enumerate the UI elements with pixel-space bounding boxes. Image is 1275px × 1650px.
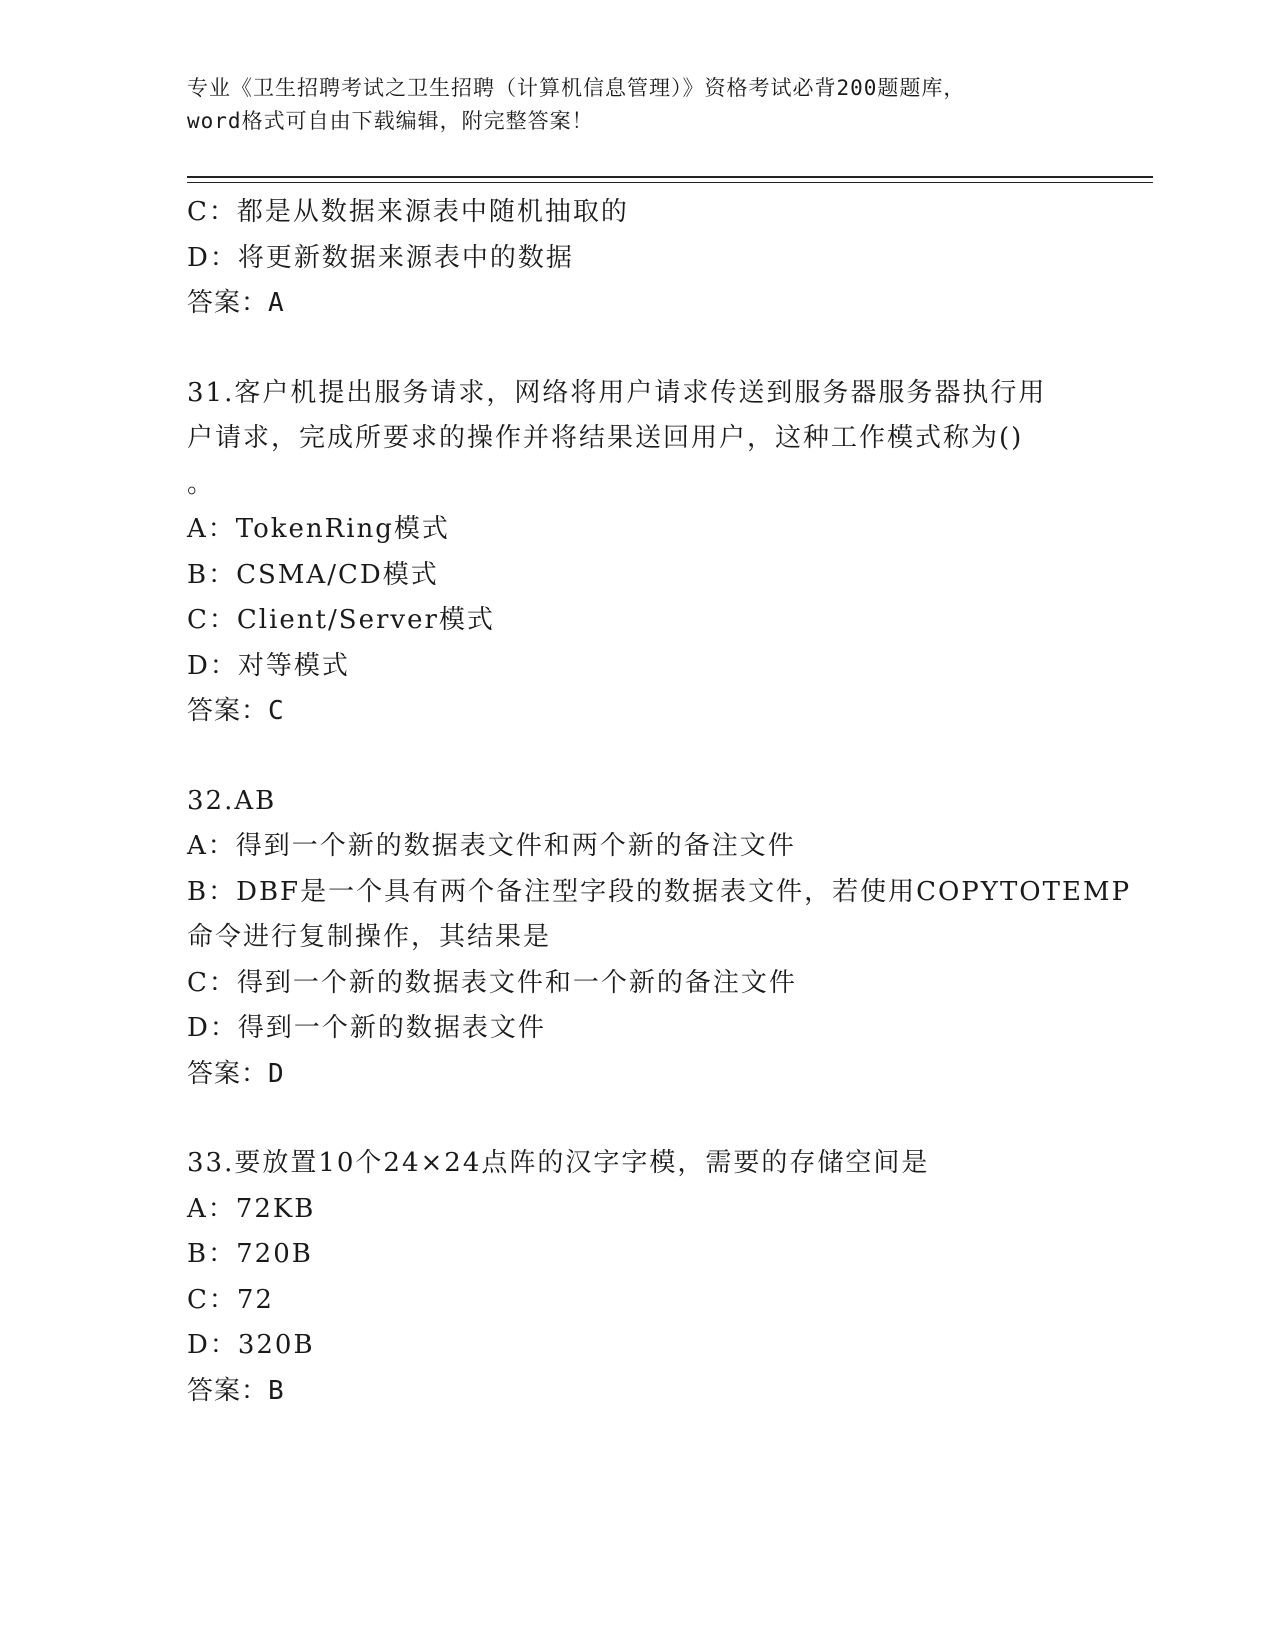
spacer [187,1097,1087,1141]
option-b: B：720B [187,1239,313,1269]
question-stem: 32.AB [187,785,277,816]
question-stem: 户请求，完成所要求的操作并将结果送回用户，这种工作模式称为() [187,423,1024,453]
question-stem: 33.要放置10个24×24点阵的汉字字模，需要的存储空间是 [187,1148,930,1178]
answer-label: 答案：B [187,1375,285,1406]
option-c: C：Client/Server模式 [187,605,495,635]
option-d: D：将更新数据来源表中的数据 [187,242,574,273]
header-title-line-1: 专业《卫生招聘考试之卫生招聘（计算机信息管理）》资格考试必背200题题库， [187,76,966,100]
spacer [187,327,1087,371]
question-32 [187,779,1132,1098]
answer-label: 答案：D [187,1058,285,1089]
document-header [187,72,1087,138]
option-c: C：都是从数据来源表中随机抽取的 [187,197,629,227]
question-stem: 31.客户机提出服务请求，网络将用户请求传送到服务器服务器执行用 [187,377,1047,408]
option-c: C：72 [187,1284,274,1315]
answer-label: 答案：A [187,288,285,318]
option-a: A：得到一个新的数据表文件和两个新的备注文件 [187,831,796,861]
question-list [187,190,1132,1414]
header-divider-thick [187,176,1153,178]
answer-label: 答案：C [187,696,285,726]
option-c: C：得到一个新的数据表文件和一个新的备注文件 [187,967,797,998]
option-d: D：得到一个新的数据表文件 [187,1013,546,1043]
question-31 [187,371,1087,735]
option-b: B：DBF是一个具有两个备注型字段的数据表文件，若使用COPYTOTEMP [187,876,1132,907]
option-d: D：320B [187,1330,315,1360]
option-b: B：CSMA/CD模式 [187,559,439,590]
question-stem: 。 [187,468,216,499]
option-a: A：72KB [187,1193,316,1224]
option-b-continued: 命令进行复制操作，其结果是 [187,922,552,952]
question-30-tail [187,190,1087,327]
header-title-line-2: word格式可自由下载编辑，附完整答案！ [187,109,594,133]
header-divider-thin [187,182,1153,183]
spacer [187,735,1087,779]
option-a: A：TokenRing模式 [187,514,450,544]
option-d: D：对等模式 [187,650,350,681]
question-33 [187,1141,1087,1414]
